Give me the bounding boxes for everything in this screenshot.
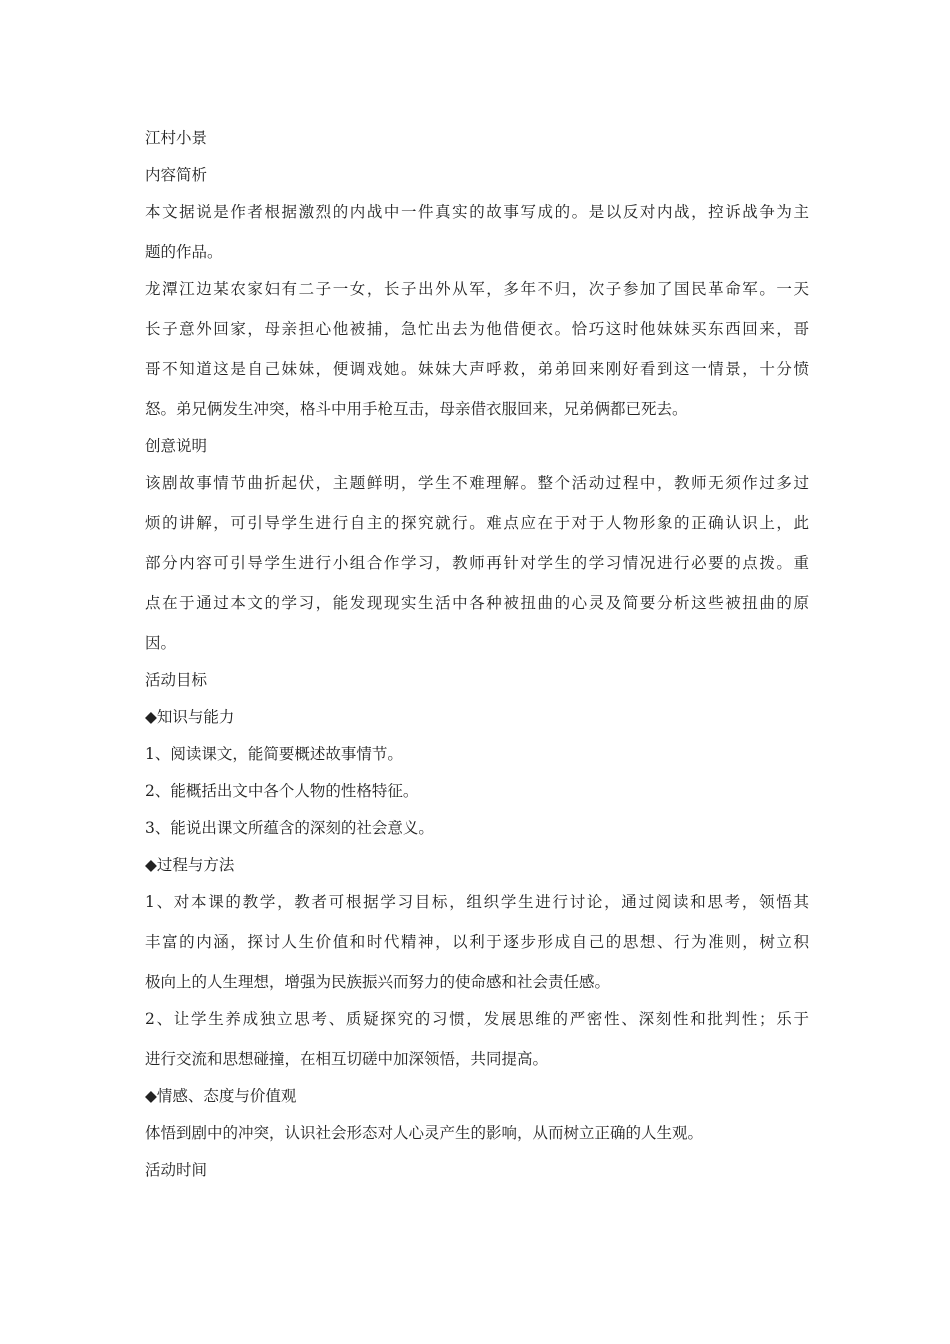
summary-paragraph-2-line-1: 龙潭江边某农家妇有二子一女，长子出外从军，多年不归，次子参加了国民革命军。一天	[145, 280, 809, 298]
summary-paragraph-1-line-1: 本文据说是作者根据激烈的内战中一件真实的故事写成的。是以反对内战，控诉战争为主	[145, 203, 809, 221]
idea-paragraph-line-5: 因。	[145, 634, 177, 652]
idea-paragraph-line-2: 烦的讲解，可引导学生进行自主的探究就行。难点应在于对于人物形象的正确认识上，此	[145, 514, 809, 532]
summary-paragraph-2-line-2: 长子意外回家，母亲担心他被捕，急忙出去为他借便衣。恰巧这时他妹妹买东西回来，哥	[145, 320, 809, 338]
knowledge-heading: ◆知识与能力	[145, 708, 235, 726]
summary-paragraph-1-line-2: 题的作品。	[145, 243, 223, 261]
process-item-1-line-3: 极向上的人生理想，增强为民族振兴而努力的使命感和社会责任感。	[145, 973, 611, 991]
idea-heading: 创意说明	[145, 437, 208, 455]
knowledge-item-3: 3、能说出课文所蕴含的深刻的社会意义。	[145, 819, 434, 837]
process-heading: ◆过程与方法	[145, 856, 235, 874]
idea-paragraph-line-3: 部分内容可引导学生进行小组合作学习，教师再针对学生的学习情况进行必要的点拨。重	[145, 554, 809, 572]
document-page	[145, 122, 809, 1181]
knowledge-item-2: 2、能概括出文中各个人物的性格特征。	[145, 782, 419, 800]
process-item-2-line-1: 2、让学生养成独立思考、质疑探究的习惯，发展思维的严密性、深刻性和批判性；乐于	[145, 1010, 809, 1028]
knowledge-item-1: 1、阅读课文，能简要概述故事情节。	[145, 745, 403, 763]
emotion-heading: ◆情感、态度与价值观	[145, 1087, 297, 1105]
document-title: 江村小景	[145, 129, 208, 147]
process-item-1-line-2: 丰富的内涵，探讨人生价值和时代精神，以利于逐步形成自己的思想、行为准则，树立积	[145, 933, 809, 951]
idea-paragraph-line-4: 点在于通过本文的学习，能发现现实生活中各种被扭曲的心灵及简要分析这些被扭曲的原	[145, 594, 809, 612]
summary-heading: 内容简析	[145, 166, 208, 184]
goals-heading: 活动目标	[145, 671, 208, 689]
summary-paragraph-2-line-4: 怒。弟兄俩发生冲突，格斗中用手枪互击，母亲借衣服回来，兄弟俩都已死去。	[145, 400, 688, 418]
time-heading: 活动时间	[145, 1161, 208, 1179]
summary-paragraph-2-line-3: 哥不知道这是自己妹妹，便调戏她。妹妹大声呼救，弟弟回来刚好看到这一情景，十分愤	[145, 360, 809, 378]
idea-paragraph-line-1: 该剧故事情节曲折起伏，主题鲜明，学生不难理解。整个活动过程中，教师无须作过多过	[145, 474, 809, 492]
process-item-2-line-2: 进行交流和思想碰撞，在相互切磋中加深领悟，共同提高。	[145, 1050, 549, 1068]
process-item-1-line-1: 1、对本课的教学，教者可根据学习目标，组织学生进行讨论，通过阅读和思考，领悟其	[145, 893, 809, 911]
emotion-item-1: 体悟到剧中的冲突，认识社会形态对人心灵产生的影响，从而树立正确的人生观。	[145, 1124, 704, 1142]
